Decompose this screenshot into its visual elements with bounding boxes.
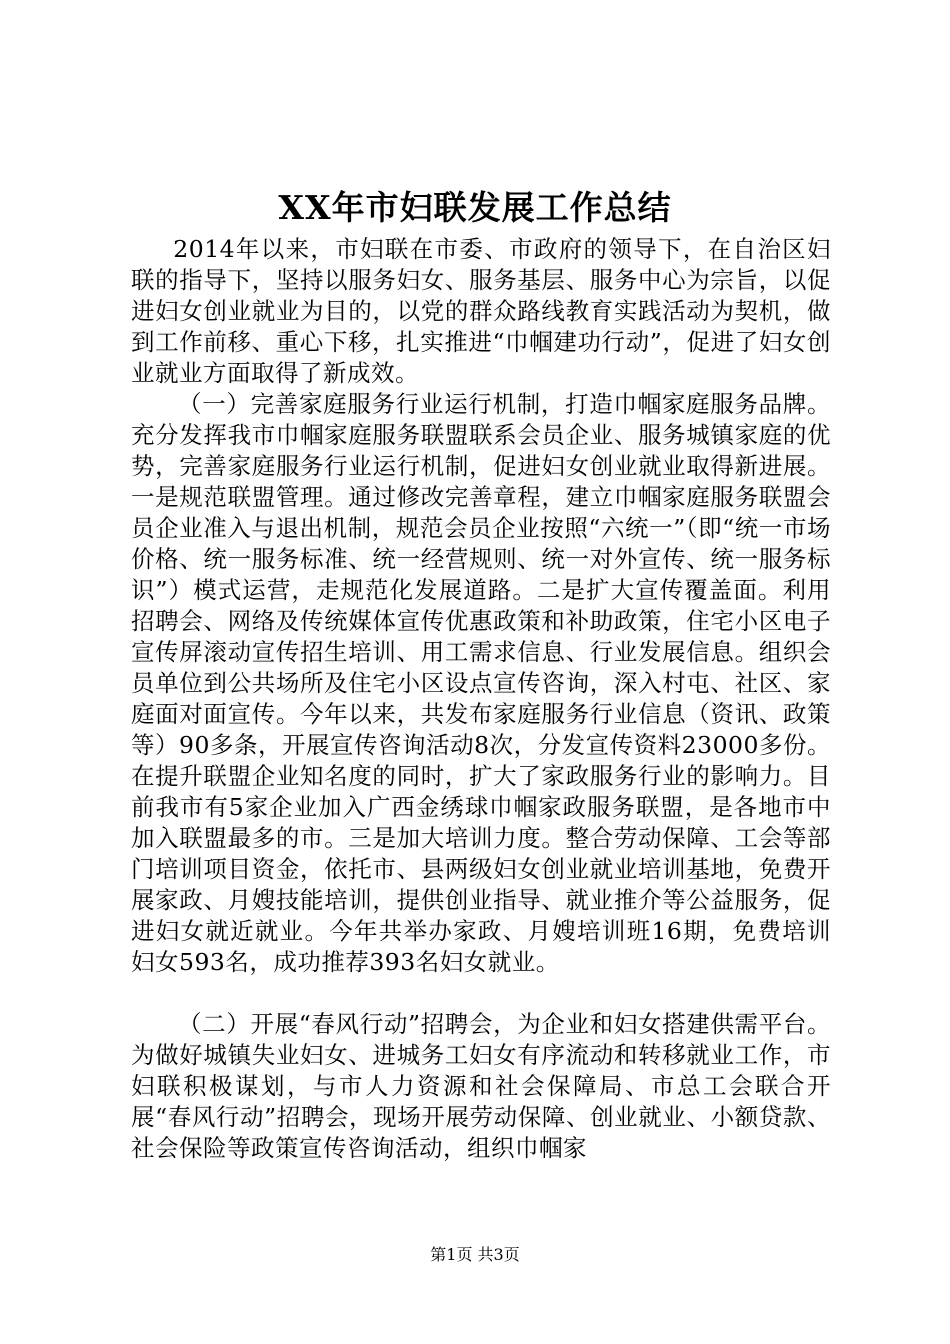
paragraph-intro: 2014年以来，市妇联在市委、市政府的领导下，在自治区妇联的指导下，坚持以服务妇女、服务基层、服务中心为宗旨，以促进妇女创业就业为目的，以党的群众路线教育实践活动为契机，做到工作前移、重心下移，扎实推进“巾帼建功行动”，促进了妇女创业就业方面取得了新成效。 <box>131 235 831 387</box>
paragraph-section-1: （一）完善家庭服务行业运行机制，打造巾帼家庭服务品牌。充分发挥我市巾帼家庭服务联盟联系会员企业、服务城镇家庭的优势，完善家庭服务行业运行机制，促进妇女创业就业取得新进展。一是规范联盟管理。通过修改完善章程，建立巾帼家庭服务联盟会员企业准入与退出机制，规范会员企业按照“六统一”（即“统一市场价格、统一服务标准、统一经营规则、统一对外宣传、统一服务标识”）模式运营，走规范化发展道路。二是扩大宣传覆盖面。利用招聘会、网络及传统媒体宣传优惠政策和补助政策，住宅小区电子宣传屏滚动宣传招生培训、用工需求信息、行业发展信息。组织会员单位到公共场所及住宅小区设点宣传咨询，深入村屯、社区、家庭面对面宣传。今年以来，共发布家庭服务行业信息（资讯、政策等）90多条，开展宣传咨询活动8次，分发宣传资料23000多份。在提升联盟企业知名度的同时，扩大了家政服务行业的影响力。目前我市有5家企业加入广西金绣球巾帼家政服务联盟，是各地市中加入联盟最多的市。三是加大培训力度。整合劳动保障、工会等部门培训项目资金，依托市、县两级妇女创业就业培训基地，免费开展家政、月嫂技能培训，提供创业指导、就业推介等公益服务，促进妇女就近就业。今年共举办家政、月嫂培训班16期，免费培训妇女593名，成功推荐393名妇女就业。 <box>131 390 831 976</box>
paragraph-section-2: （二）开展“春风行动”招聘会，为企业和妇女搭建供需平台。为做好城镇失业妇女、进城务工妇女有序流动和转移就业工作，市妇联积极谋划，与市人力资源和社会保障局、市总工会联合开展“春风行动”招聘会，现场开展劳动保障、创业就业、小额贷款、社会保险等政策宣传咨询活动，组织巾帼家 <box>131 1010 831 1162</box>
page-footer: 第1页 共3页 <box>430 1245 520 1264</box>
document-title: XX年市妇联发展工作总结 <box>278 188 672 227</box>
document-body <box>131 234 831 1164</box>
